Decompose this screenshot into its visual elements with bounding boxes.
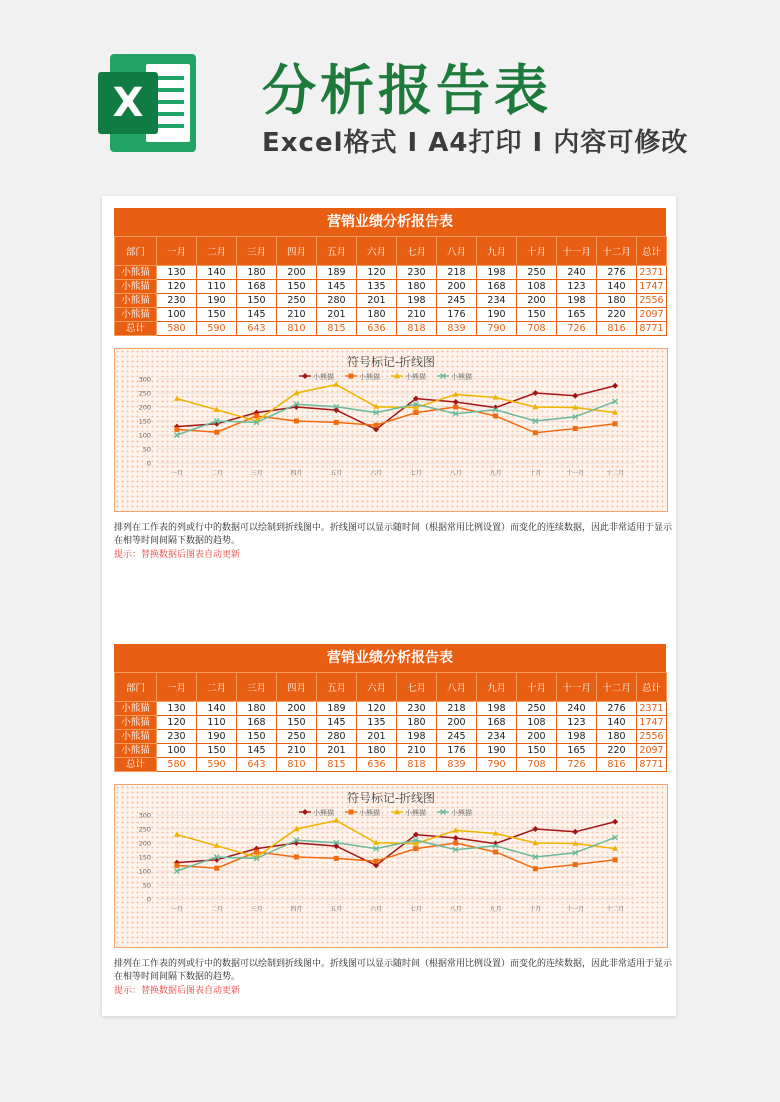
table-cell: 276 (597, 702, 637, 716)
table-cell: 810 (277, 758, 317, 772)
table-cell: 120 (357, 266, 397, 280)
table-cell: 250 (277, 730, 317, 744)
chart-title: 符号标记-折线图 (346, 355, 436, 369)
data-point (573, 426, 578, 431)
table-cell: 708 (517, 322, 557, 336)
row-total-cell: 2097 (637, 308, 667, 322)
y-tick-label: 300 (138, 811, 151, 820)
x-tick-label: 二月 (210, 470, 223, 477)
x-tick-label: 十二月 (606, 906, 625, 913)
x-tick-label: 三月 (250, 470, 263, 477)
column-header: 十二月 (597, 673, 637, 702)
table-cell: 230 (157, 730, 197, 744)
table-cell: 190 (477, 308, 517, 322)
table-cell: 150 (197, 744, 237, 758)
table-cell: 176 (437, 744, 477, 758)
column-header: 九月 (477, 237, 517, 266)
column-header: 四月 (277, 673, 317, 702)
x-tick-label: 八月 (449, 906, 462, 913)
column-header: 十月 (517, 237, 557, 266)
column-header: 部门 (115, 237, 157, 266)
row-total-cell: 2556 (637, 294, 667, 308)
table-cell: 280 (317, 294, 357, 308)
table-cell: 790 (477, 758, 517, 772)
table-cell: 180 (357, 308, 397, 322)
column-header: 四月 (277, 237, 317, 266)
table-cell: 230 (397, 702, 437, 716)
data-point (613, 857, 618, 862)
x-tick-label: 三月 (250, 906, 263, 913)
total-label: 总计 (115, 758, 157, 772)
table-cell: 135 (357, 716, 397, 730)
table-row (115, 294, 667, 308)
table-cell: 176 (437, 308, 477, 322)
report-sheet (102, 196, 676, 1016)
column-header: 总计 (637, 673, 667, 702)
table-cell: 110 (197, 280, 237, 294)
data-point (413, 410, 418, 415)
sales-table (114, 236, 667, 336)
table-cell: 140 (597, 280, 637, 294)
table-cell: 201 (357, 730, 397, 744)
y-tick-label: 150 (138, 417, 151, 426)
description-text: 排列在工作表的列或行中的数据可以绘制到折线图中。折线图可以显示随时间（根据常用比例设置）而变化的连续数据，因此非常适用于显示在相等时间间隔下数据的趋势。 (114, 523, 673, 546)
table-body (115, 702, 667, 772)
table-cell: 815 (317, 322, 357, 336)
total-row (115, 758, 667, 772)
data-point (214, 430, 219, 435)
column-header: 七月 (397, 237, 437, 266)
table-cell: 168 (477, 280, 517, 294)
table-cell: 168 (237, 280, 277, 294)
table-cell: 200 (277, 702, 317, 716)
data-point (453, 841, 458, 846)
column-header: 部门 (115, 673, 157, 702)
legend-label: 小熊猫 (359, 809, 380, 817)
table-cell: 198 (557, 730, 597, 744)
table-row (115, 308, 667, 322)
table-cell: 180 (237, 702, 277, 716)
table-cell: 180 (397, 716, 437, 730)
legend-marker (302, 373, 308, 379)
table-cell: 140 (197, 702, 237, 716)
table-row (115, 744, 667, 758)
data-point (174, 427, 179, 432)
x-tick-label: 五月 (330, 906, 343, 913)
x-tick-label: 十一月 (566, 470, 585, 477)
table-cell: 276 (597, 266, 637, 280)
x-tick-label: 五月 (330, 470, 343, 477)
x-tick-label: 二月 (210, 906, 223, 913)
line-chart (114, 784, 668, 948)
row-total-cell: 1747 (637, 716, 667, 730)
table-cell: 636 (357, 758, 397, 772)
table-cell: 130 (157, 702, 197, 716)
x-tick-label: 一月 (170, 470, 183, 477)
table-cell: 123 (557, 280, 597, 294)
table-cell: 708 (517, 758, 557, 772)
column-header: 五月 (317, 673, 357, 702)
line-chart-svg (115, 785, 667, 947)
y-tick-label: 250 (138, 825, 151, 834)
table-cell: 123 (557, 716, 597, 730)
row-total-cell: 2371 (637, 702, 667, 716)
table-cell: 110 (197, 716, 237, 730)
table-cell: 198 (557, 294, 597, 308)
column-header: 八月 (437, 237, 477, 266)
table-cell: 165 (557, 744, 597, 758)
data-point (573, 862, 578, 867)
column-header: 二月 (197, 673, 237, 702)
table-cell: 198 (477, 266, 517, 280)
hint-text: 提示：替换数据后图表自动更新 (114, 550, 241, 560)
column-header: 六月 (357, 673, 397, 702)
column-header: 七月 (397, 673, 437, 702)
data-point (612, 819, 618, 825)
table-cell: 234 (477, 294, 517, 308)
table-cell: 643 (237, 758, 277, 772)
excel-logo-icon: X (98, 54, 198, 152)
table-cell: 168 (237, 716, 277, 730)
table-row (115, 716, 667, 730)
column-header: 六月 (357, 237, 397, 266)
y-tick-label: 0 (146, 895, 151, 904)
table-cell: 135 (357, 280, 397, 294)
report-title: 营销业绩分析报告表 (114, 208, 666, 236)
table-cell: 201 (357, 294, 397, 308)
table-cell: 218 (437, 702, 477, 716)
data-point (413, 846, 418, 851)
table-cell: 200 (437, 280, 477, 294)
data-point (174, 395, 180, 400)
table-cell: 145 (317, 280, 357, 294)
table-cell: 200 (277, 266, 317, 280)
table-header-row (115, 673, 667, 702)
table-cell: 839 (437, 322, 477, 336)
table-cell: 200 (517, 294, 557, 308)
table-cell: 100 (157, 308, 197, 322)
data-point (613, 421, 618, 426)
table-cell: 108 (517, 280, 557, 294)
x-tick-label: 八月 (449, 470, 462, 477)
x-tick-label: 十月 (529, 470, 542, 477)
table-cell: 810 (277, 322, 317, 336)
x-tick-label: 六月 (370, 906, 383, 913)
data-point (533, 430, 538, 435)
data-point (294, 855, 299, 860)
table-cell: 590 (197, 758, 237, 772)
table-cell: 198 (477, 702, 517, 716)
row-total-cell: 8771 (637, 758, 667, 772)
table-cell: 210 (277, 308, 317, 322)
table-cell: 145 (317, 716, 357, 730)
data-point (333, 381, 339, 386)
data-point (374, 859, 379, 864)
table-cell: 643 (237, 322, 277, 336)
y-tick-label: 300 (138, 375, 151, 384)
table-row (115, 280, 667, 294)
total-label: 总计 (115, 322, 157, 336)
series-line (177, 821, 615, 857)
table-cell: 180 (357, 744, 397, 758)
column-header: 十月 (517, 673, 557, 702)
data-point (493, 413, 498, 418)
x-tick-label: 十一月 (566, 906, 585, 913)
y-tick-label: 50 (142, 881, 151, 890)
data-point (334, 856, 339, 861)
row-total-cell: 2371 (637, 266, 667, 280)
column-header: 总计 (637, 237, 667, 266)
data-point (612, 383, 618, 389)
table-cell: 145 (237, 744, 277, 758)
description-text: 排列在工作表的列或行中的数据可以绘制到折线图中。折线图可以显示随时间（根据常用比例设置）而变化的连续数据，因此非常适用于显示在相等时间间隔下数据的趋势。 (114, 959, 673, 982)
page-title: 分析报告表 (262, 59, 552, 122)
column-header: 一月 (157, 673, 197, 702)
column-header: 五月 (317, 237, 357, 266)
column-header: 十一月 (557, 673, 597, 702)
table-cell: 818 (397, 322, 437, 336)
line-chart (114, 348, 668, 512)
x-tick-label: 一月 (170, 906, 183, 913)
table-row (115, 702, 667, 716)
row-label: 小熊猫 (115, 744, 157, 758)
legend-label: 小熊猫 (359, 373, 380, 381)
report-title: 营销业绩分析报告表 (114, 644, 666, 672)
banner (0, 0, 780, 200)
y-tick-label: 100 (138, 867, 151, 876)
table-cell: 198 (397, 294, 437, 308)
page-subtitle: Excel格式 I A4打印 I 内容可修改 (262, 128, 689, 158)
table-cell: 180 (597, 294, 637, 308)
table-cell: 815 (317, 758, 357, 772)
legend-marker (349, 374, 354, 379)
data-point (453, 405, 458, 410)
x-tick-label: 十二月 (606, 470, 625, 477)
x-tick-label: 四月 (290, 470, 303, 477)
data-point (174, 831, 180, 836)
data-point (532, 826, 538, 832)
column-header: 九月 (477, 673, 517, 702)
y-tick-label: 0 (146, 459, 151, 468)
table-cell: 218 (437, 266, 477, 280)
table-cell: 180 (237, 266, 277, 280)
row-total-cell: 2097 (637, 744, 667, 758)
row-label: 小熊猫 (115, 266, 157, 280)
row-label: 小熊猫 (115, 294, 157, 308)
data-point (453, 835, 459, 841)
table-cell: 145 (237, 308, 277, 322)
y-tick-label: 200 (138, 839, 151, 848)
data-point (493, 849, 498, 854)
table-cell: 250 (277, 294, 317, 308)
y-tick-label: 50 (142, 445, 151, 454)
data-point (333, 817, 339, 822)
table-cell: 230 (397, 266, 437, 280)
data-point (453, 399, 459, 405)
y-tick-label: 150 (138, 853, 151, 862)
table-cell: 120 (157, 716, 197, 730)
table-cell: 200 (437, 716, 477, 730)
line-chart-svg (115, 349, 667, 511)
table-cell: 240 (557, 702, 597, 716)
table-cell: 189 (317, 266, 357, 280)
data-point (214, 866, 219, 871)
table-cell: 580 (157, 758, 197, 772)
total-row (115, 322, 667, 336)
table-cell: 210 (397, 308, 437, 322)
table-cell: 198 (397, 730, 437, 744)
table-cell: 108 (517, 716, 557, 730)
data-point (532, 390, 538, 396)
table-cell: 168 (477, 716, 517, 730)
table-cell: 200 (517, 730, 557, 744)
column-header: 八月 (437, 673, 477, 702)
data-point (254, 849, 259, 854)
legend-marker (349, 810, 354, 815)
sales-table (114, 672, 667, 772)
table-cell: 150 (237, 730, 277, 744)
row-label: 小熊猫 (115, 730, 157, 744)
x-tick-label: 九月 (489, 906, 502, 913)
data-point (174, 863, 179, 868)
table-cell: 726 (557, 758, 597, 772)
legend-label: 小熊猫 (451, 373, 472, 381)
table-cell: 140 (197, 266, 237, 280)
table-cell: 189 (317, 702, 357, 716)
series-line (177, 385, 615, 421)
table-cell: 190 (477, 744, 517, 758)
table-cell: 190 (197, 294, 237, 308)
row-total-cell: 2556 (637, 730, 667, 744)
table-cell: 245 (437, 730, 477, 744)
column-header: 三月 (237, 673, 277, 702)
table-cell: 201 (317, 744, 357, 758)
table-cell: 150 (197, 308, 237, 322)
legend-marker (302, 809, 308, 815)
row-label: 小熊猫 (115, 280, 157, 294)
data-point (294, 419, 299, 424)
table-cell: 590 (197, 322, 237, 336)
table-cell: 165 (557, 308, 597, 322)
table-cell: 120 (357, 702, 397, 716)
column-header: 三月 (237, 237, 277, 266)
data-point (533, 866, 538, 871)
table-cell: 245 (437, 294, 477, 308)
table-cell: 636 (357, 322, 397, 336)
row-label: 小熊猫 (115, 716, 157, 730)
table-cell: 220 (597, 744, 637, 758)
table-cell: 150 (517, 308, 557, 322)
legend-label: 小熊猫 (405, 809, 426, 817)
data-point (572, 393, 578, 399)
legend-label: 小熊猫 (451, 809, 472, 817)
x-tick-label: 十月 (529, 906, 542, 913)
column-header: 十二月 (597, 237, 637, 266)
table-cell: 190 (197, 730, 237, 744)
table-cell: 234 (477, 730, 517, 744)
table-header-row (115, 237, 667, 266)
table-cell: 150 (237, 294, 277, 308)
table-cell: 100 (157, 744, 197, 758)
table-cell: 201 (317, 308, 357, 322)
table-cell: 250 (517, 702, 557, 716)
data-point (334, 420, 339, 425)
y-tick-label: 100 (138, 431, 151, 440)
row-total-cell: 8771 (637, 322, 667, 336)
table-cell: 790 (477, 322, 517, 336)
chart-title: 符号标记-折线图 (346, 791, 436, 805)
table-row (115, 266, 667, 280)
table-row (115, 730, 667, 744)
legend-label: 小熊猫 (405, 373, 426, 381)
column-header: 一月 (157, 237, 197, 266)
table-cell: 230 (157, 294, 197, 308)
table-cell: 250 (517, 266, 557, 280)
column-header: 十一月 (557, 237, 597, 266)
table-cell: 818 (397, 758, 437, 772)
row-label: 小熊猫 (115, 702, 157, 716)
table-cell: 240 (557, 266, 597, 280)
x-tick-label: 七月 (409, 470, 422, 477)
legend-label: 小熊猫 (313, 373, 334, 381)
table-cell: 580 (157, 322, 197, 336)
table-cell: 210 (397, 744, 437, 758)
table-body (115, 266, 667, 336)
table-cell: 839 (437, 758, 477, 772)
table-cell: 150 (277, 280, 317, 294)
x-tick-label: 九月 (489, 470, 502, 477)
table-cell: 210 (277, 744, 317, 758)
table-cell: 816 (597, 758, 637, 772)
table-cell: 140 (597, 716, 637, 730)
row-total-cell: 1747 (637, 280, 667, 294)
table-cell: 130 (157, 266, 197, 280)
y-tick-label: 200 (138, 403, 151, 412)
legend-label: 小熊猫 (313, 809, 334, 817)
table-cell: 150 (277, 716, 317, 730)
table-cell: 180 (397, 280, 437, 294)
table-cell: 220 (597, 308, 637, 322)
table-cell: 726 (557, 322, 597, 336)
table-cell: 150 (517, 744, 557, 758)
hint-text: 提示：替换数据后图表自动更新 (114, 986, 241, 996)
x-tick-label: 七月 (409, 906, 422, 913)
x-tick-label: 六月 (370, 470, 383, 477)
table-cell: 180 (597, 730, 637, 744)
data-point (374, 423, 379, 428)
data-point (254, 413, 259, 418)
table-cell: 120 (157, 280, 197, 294)
column-header: 二月 (197, 237, 237, 266)
table-cell: 816 (597, 322, 637, 336)
row-label: 小熊猫 (115, 308, 157, 322)
x-tick-label: 四月 (290, 906, 303, 913)
y-tick-label: 250 (138, 389, 151, 398)
table-cell: 280 (317, 730, 357, 744)
data-point (572, 829, 578, 835)
